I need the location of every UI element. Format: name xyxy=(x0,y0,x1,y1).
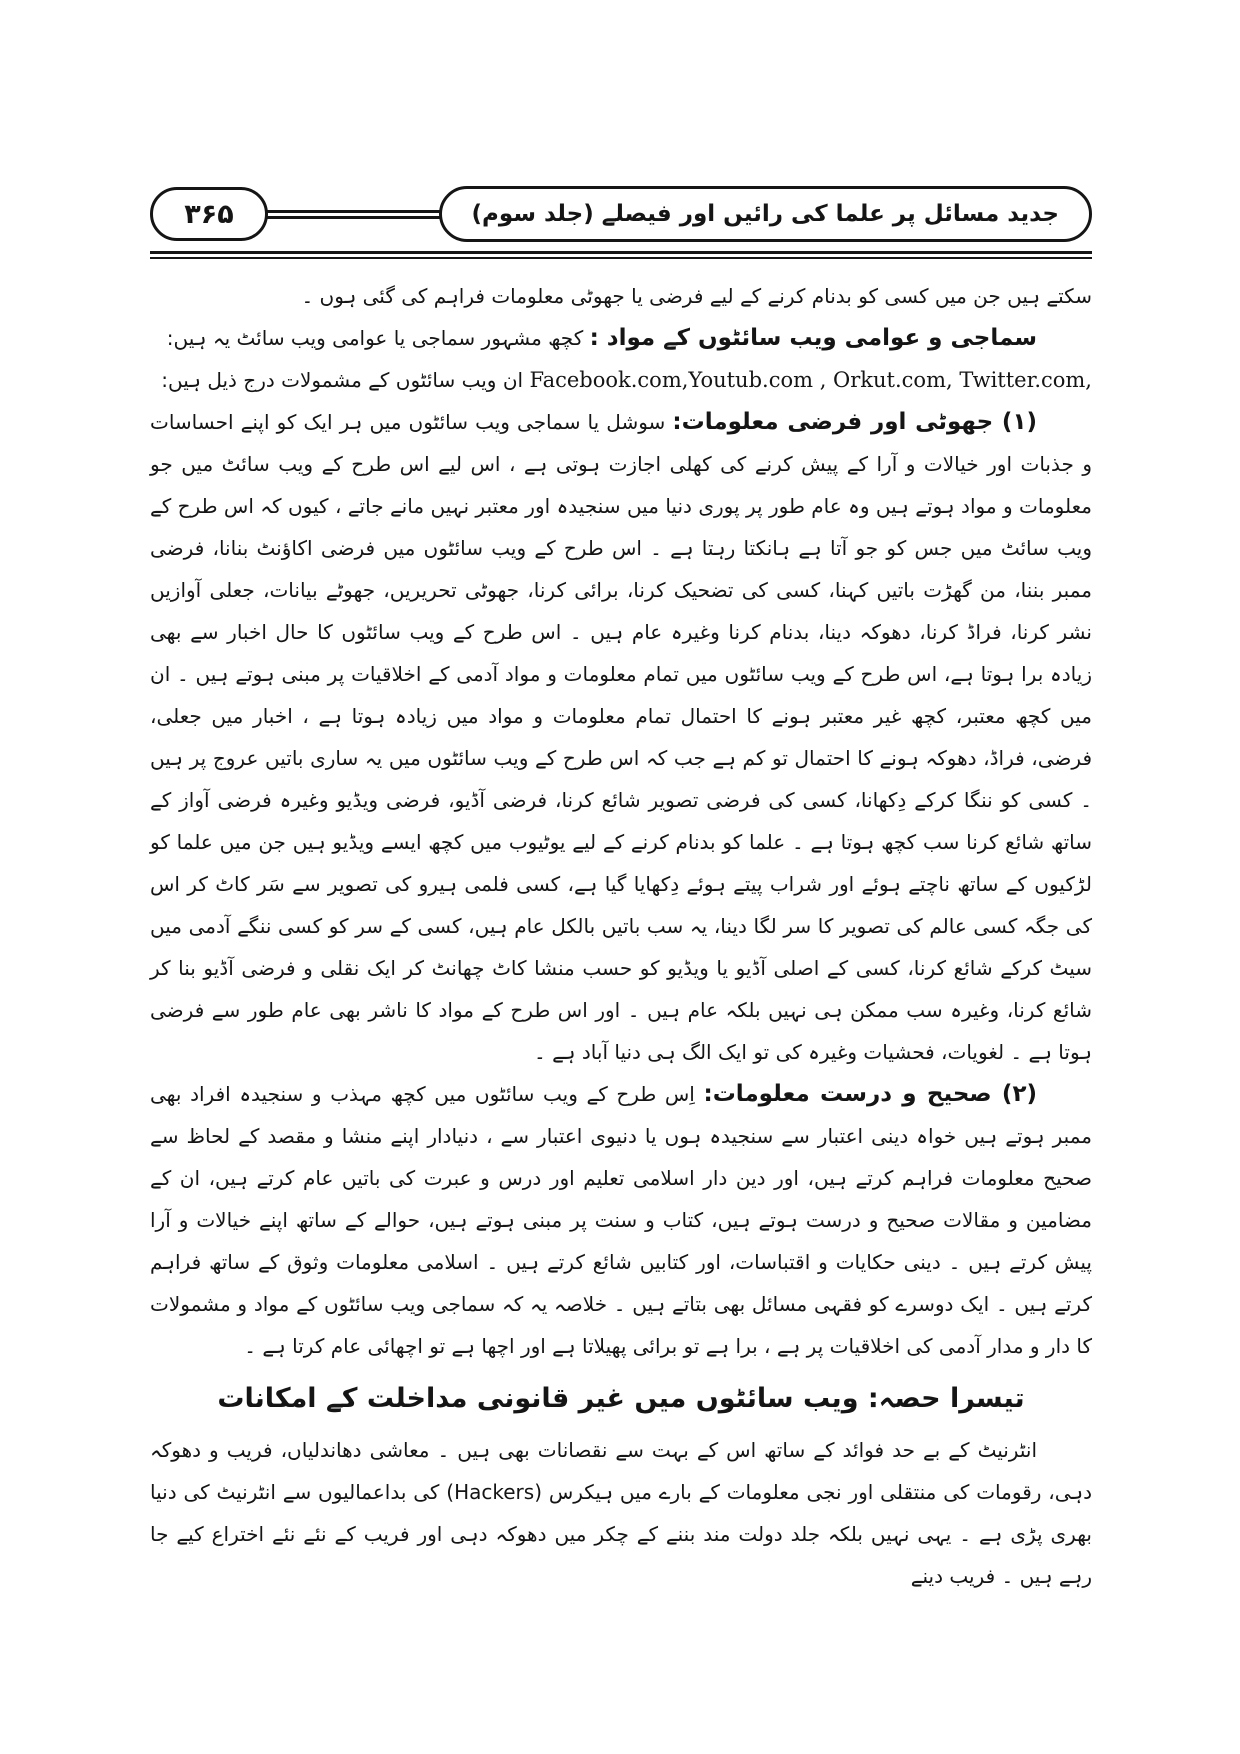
section-2-body-text: اِس طرح کے ویب سائٹوں میں کچھ مہذب و سنجیدہ افراد بھی ممبر ہوتے ہیں خواہ دینی اعتبار سے سنجیدہ ہوں یا دنیوی اعتبار سے ، دنیادار اپنے منشا و مقصد کے لحاظ سے صحیح معلومات فراہم کرتے ہیں، اور دین دار اسلامی تعلیم اور درس و عبرت کی باتیں عام کرتے ہیں، ان کے مضامین و مقالات صحیح و درست ہوتے ہیں، کتاب و سنت پر مبنی ہوتے ہیں، حوالے کے ساتھ اپنے خیالات و آرا پیش کرتے ہیں ۔ دینی حکایات و اقتباسات، اور کتابیں شائع کرتے ہیں ۔ اسلامی معلومات وثوق کے ساتھ فراہم کرتے ہیں ۔ ایک دوسرے کو فقہی مسائل بھی بتاتے ہیں ۔ خلاصہ یہ کہ سماجی ویب سائٹوں کے مواد و مشمولات کا دار و مدار آدمی کی اخلاقیات پر ہے ، برا ہے تو برائی پھیلاتا ہے اور اچھا ہے تو اچھائی عام کرتا ہے ۔ xyxy=(150,1082,1092,1358)
section-2-heading: (۲) صحیح و درست معلومات: xyxy=(703,1081,1037,1107)
section-2-correct-information xyxy=(150,1073,1092,1367)
page-number-badge: ۳۶۵ xyxy=(150,187,268,241)
part-3-body-text: انٹرنیٹ کے بے حد فوائد کے ساتھ اس کے بہت سے نقصانات بھی ہیں ۔ معاشی دھاندلیاں، فریب و دھوکہ دہی، رقومات کی منتقلی اور نجی معلومات کے بارے میں ہیکرس (Hackers) کی بداعمالیوں سے انٹرنیٹ کی دنیا بھری پڑی ہے ۔ یہی نہیں بلکہ جلد دولت مند بننے کے چکر میں دھوکہ دہی اور فریب کے نئے نئے اختراع کیے جا رہے ہیں ۔ فریب دینے xyxy=(150,1438,1093,1588)
continuation-text: سکتے ہیں جن میں کسی کو بدنام کرنے کے لیے فرضی یا جھوٹی معلومات فراہم کی گئی ہوں ۔ xyxy=(301,284,1092,308)
inline-heading-social-sites: سماجی و عوامی ویب سائٹوں کے مواد : xyxy=(589,325,1037,351)
section-1-false-information xyxy=(150,401,1092,1073)
paragraph-website-list xyxy=(150,359,1092,401)
header-divider xyxy=(150,251,1092,259)
page-header xyxy=(150,186,1092,242)
social-sites-intro-text: کچھ مشہور سماجی یا عوامی ویب سائٹ یہ ہیں: xyxy=(166,326,584,350)
website-list-continuation: ان ویب سائٹوں کے مشمولات درج ذیل ہیں: xyxy=(161,368,524,392)
page-content xyxy=(150,275,1092,1597)
section-1-heading: (۱) جھوٹی اور فرضی معلومات: xyxy=(672,409,1038,435)
part-3-paragraph xyxy=(150,1429,1092,1597)
header-rule-connector xyxy=(258,210,449,219)
part-3-heading: تیسرا حصہ: ویب سائٹوں میں غیر قانونی مداخلت کے امکانات xyxy=(217,1383,1025,1414)
section-1-body-text: سوشل یا سماجی ویب سائٹوں میں ہر ایک کو اپنے احساسات و جذبات اور خیالات و آرا کے پیش کرنے کی کھلی اجازت ہوتی ہے ، اس لیے اس طرح کے ویب سائٹ میں جو معلومات و مواد ہوتے ہیں وہ عام طور پر پوری دنیا میں سنجیدہ اور معتبر نہیں مانے جاتے ، کیوں کہ اس طرح کے ویب سائٹ میں جس کو جو آتا ہے ہانکتا رہتا ہے ۔ اس طرح کے ویب سائٹوں میں فرضی اکاؤنٹ بنانا، فرضی ممبر بننا، من گھڑت باتیں کہنا، کسی کی تضحیک کرنا، برائی کرنا، جھوٹی تحریریں، جھوٹے بیانات، جعلی آوازیں نشر کرنا، فراڈ کرنا، دھوکہ دینا، بدنام کرنا وغیرہ عام ہیں ۔ اس طرح کے ویب سائٹوں کا حال اخبار سے بھی زیادہ برا ہوتا ہے، اس طرح کے ویب سائٹوں میں تمام معلومات و مواد آدمی کے اخلاقیات پر مبنی ہوتے ہیں ۔ ان میں کچھ معتبر، کچھ غیر معتبر ہونے کا احتمال تمام معلومات و مواد میں زیادہ ہوتا ہے ، اخبار میں جعلی، فرضی، فراڈ، دھوکہ ہونے کا احتمال تو کم ہے جب کہ اس طرح کے ویب سائٹوں میں یہ ساری باتیں عروج پر ہیں ۔ کسی کو ننگا کرکے دِکھانا، کسی کی فرضی تصویر شائع کرنا، فرضی آڈیو، فرضی ویڈیو وغیرہ فرضی آواز کے ساتھ شائع کرنا سب کچھ ہوتا ہے ۔ علما کو بدنام کرنے کے لیے یوٹیوب میں کچھ ایسے ویڈیو ہیں جن میں علما کو لڑکیوں کے ساتھ ناچتے ہوئے اور شراب پیتے ہوئے دِکھایا گیا ہے، کسی فلمی ہیرو کی تصویر سے سَر کاٹ کر اس کی جگہ کسی عالم کی تصویر کا سر لگا دینا، یہ سب باتیں بالکل عام ہیں، کسی کے سر کو کسی ننگے آدمی میں سیٹ کرکے شائع کرنا، کسی کے اصلی آڈیو یا ویڈیو کو حسب منشا کاٹ چھانٹ کر ایک نقلی و فرضی آڈیو بنا کر شائع کرنا، وغیرہ سب ممکن ہی نہیں بلکہ عام ہیں ۔ اور اس طرح کے مواد کا ناشر بھی عام طور سے فرضی ہوتا ہے ۔ لغویات، فحشیات وغیرہ کی تو ایک الگ ہی دنیا آباد ہے ۔ xyxy=(150,410,1092,1064)
website-names-list: Facebook.com,Youtub.com , Orkut.com, Twitter.com, xyxy=(529,368,1092,392)
paragraph-social-sites-content xyxy=(150,317,1092,359)
paragraph-continuation xyxy=(150,275,1092,317)
book-title-badge: جدید مسائل پر علما کی رائیں اور فیصلے (جلد سوم) xyxy=(439,186,1092,242)
